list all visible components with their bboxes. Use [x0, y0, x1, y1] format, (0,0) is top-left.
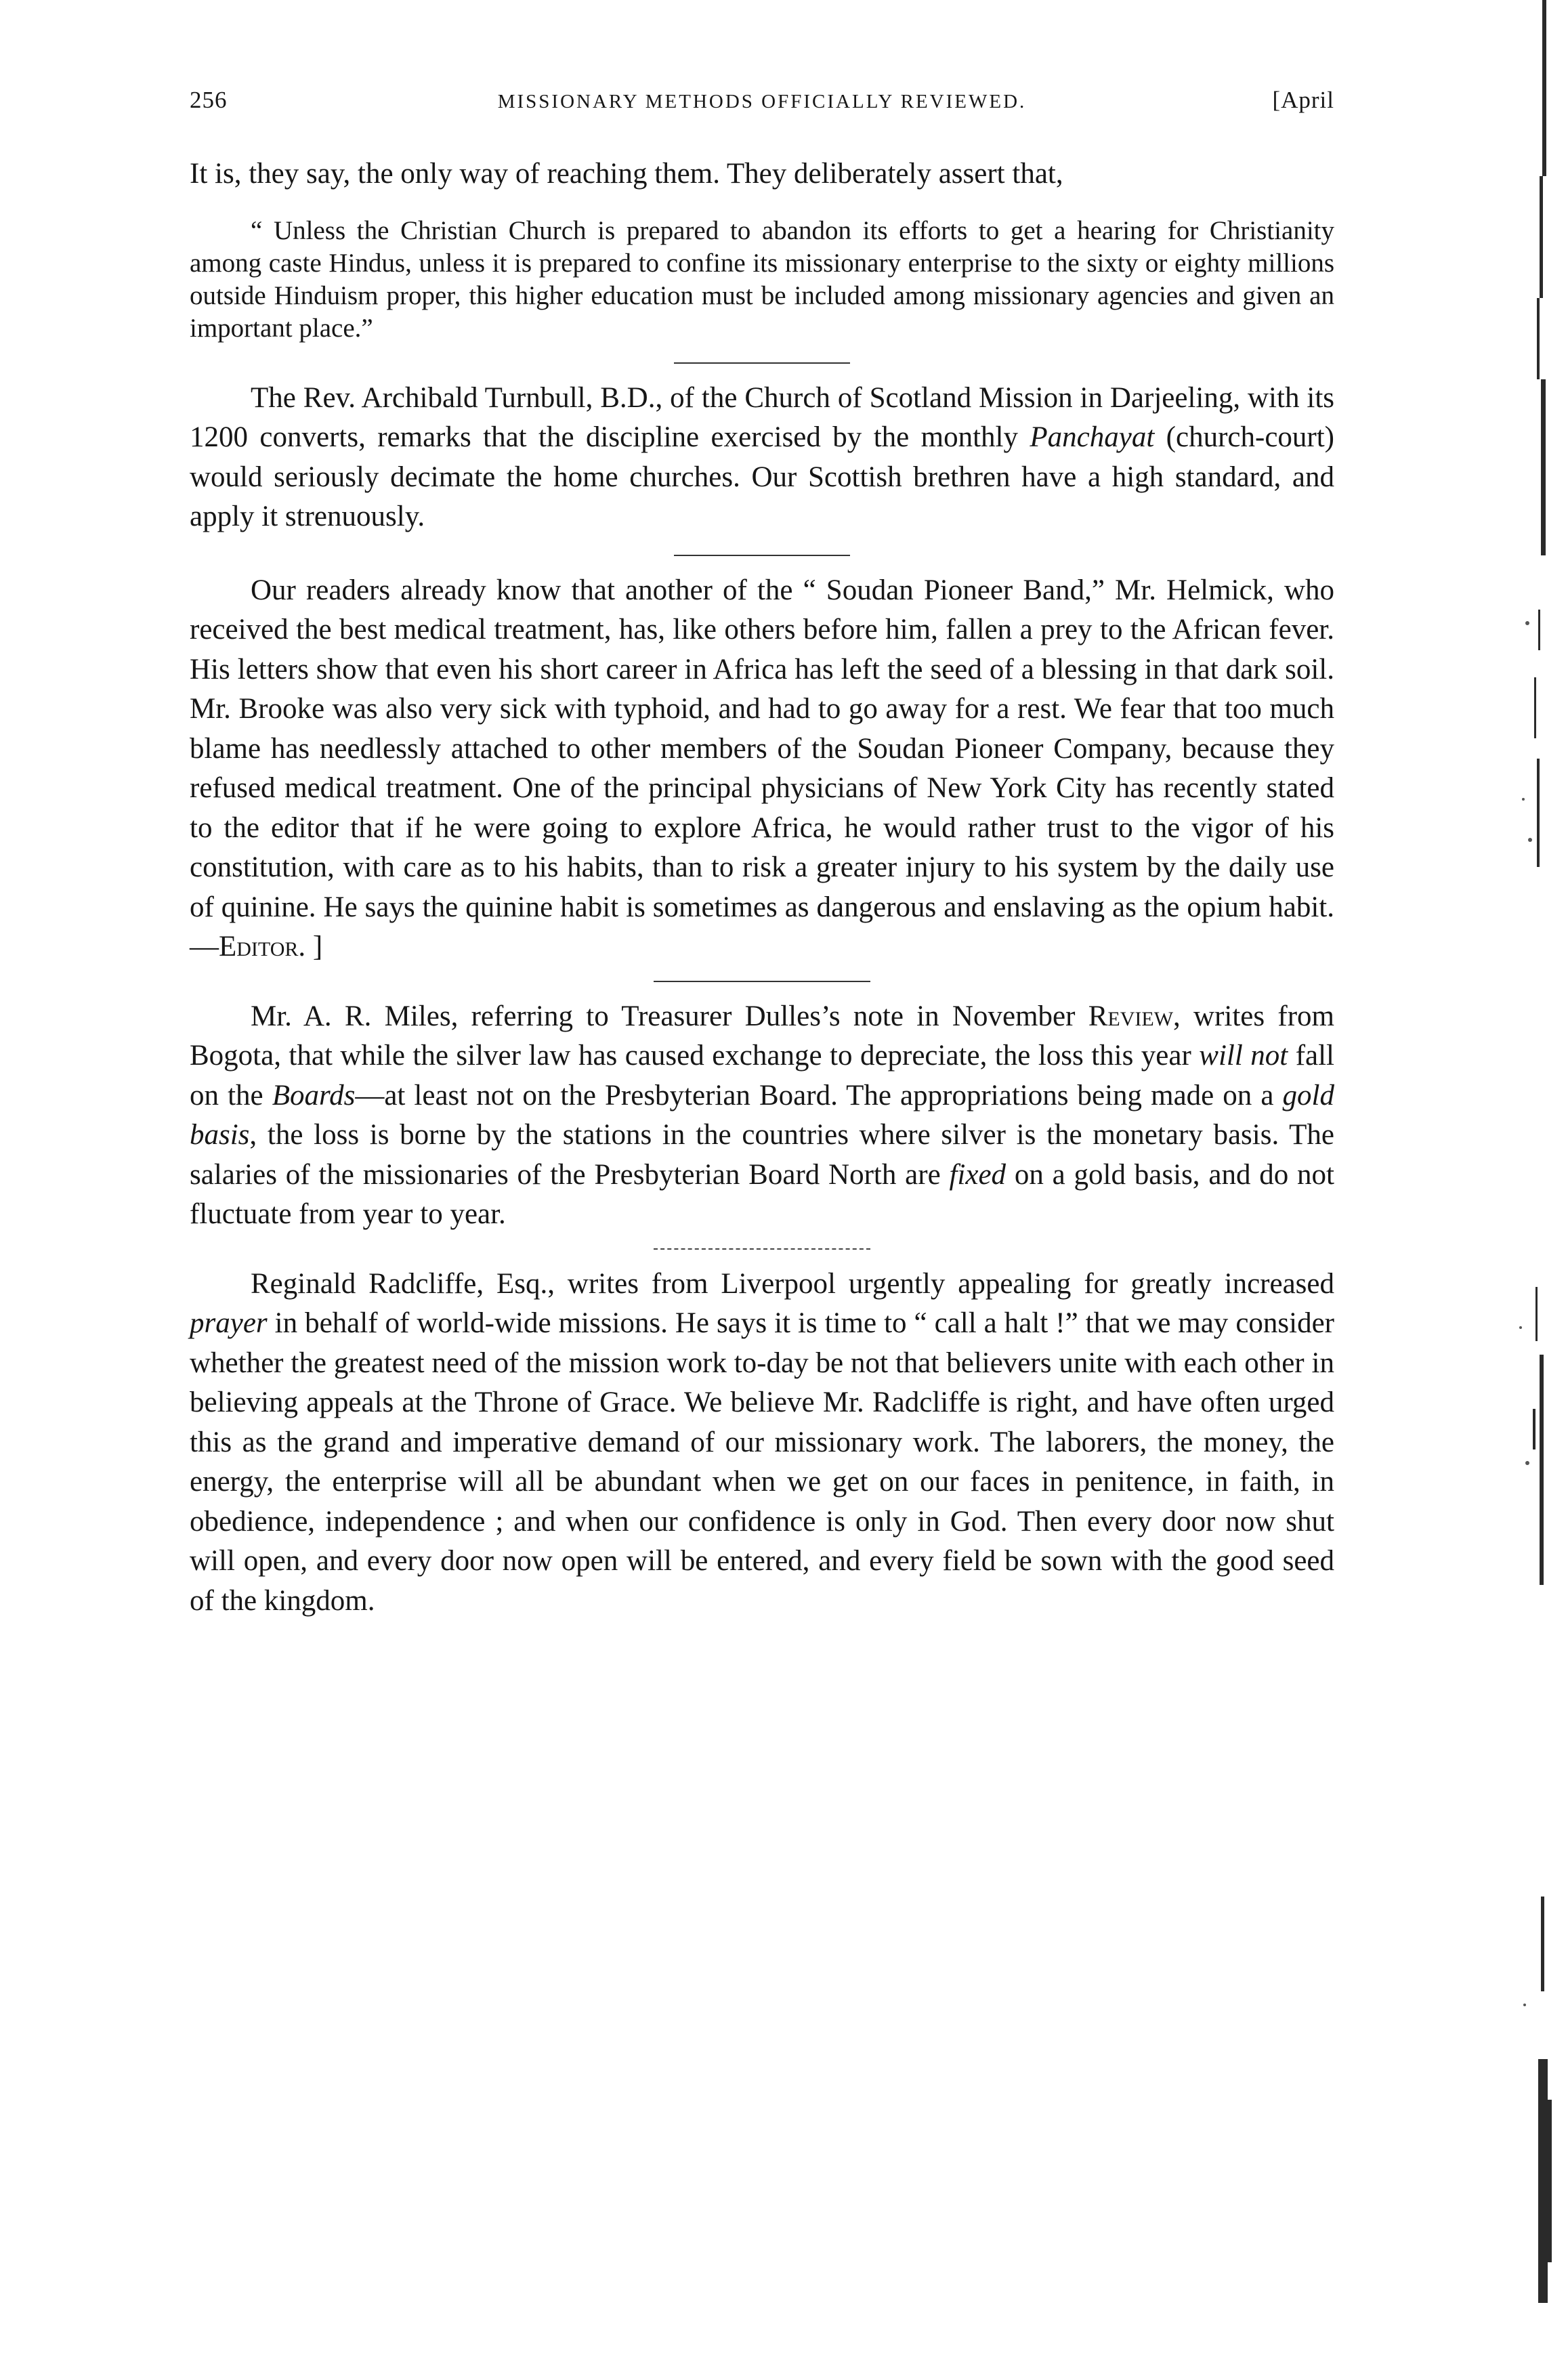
- emphasis-panchayat: Panchayat: [1030, 421, 1155, 453]
- paragraph-text: in behalf of world-wide missions. He says it is time to “ call a halt !” that we may consider whether the greatest need of the mission work to-day be not that believers unite with each other in believing appeals at the Throne of Grace. We believe Mr. Radcliffe is right, and have often urged this as the grand and imperative demand of our missionary work. The laborers, the money, the energy, the enterprise will all be abundant when we get on our faces in penitence, in faith, in obedience, independence ; and when our confidence is only in God. Then every door now shut will open, and every door now open will be entered, and every field be sown with the good seed of the kingdom.: [190, 1307, 1334, 1617]
- emphasis-prayer: prayer: [190, 1307, 268, 1339]
- document-page: [190, 0, 1334, 2372]
- review-smallcaps: Review: [1088, 1000, 1174, 1032]
- page-header: [190, 87, 1334, 127]
- paragraph-text: Our readers already know that another of the “ Soudan Pioneer Band,” Mr. Helmick, who received the best medical treatment, has, like others before him, fallen a prey to the African fever. His letters show that even his short career in Africa has left the seed of a blessing in that dark soil. Mr. Brooke was also very sick with typhoid, and had to go away for a rest. We fear that too much blame has needlessly attached to other members of the Soudan Pioneer Company, because they refused medical treatment. One of the principal physicians of New York City has recently stated to the editor that if he were going to explore Africa, he would rather trust to the vigor of his constitution, with care as to his habits, than to risk a greater injury to his system by the daily use of quinine. He says the quinine habit is sometimes as dangerous and enslaving as the opium habit.—: [190, 574, 1334, 962]
- emphasis-boards: Boards: [272, 1079, 356, 1111]
- closing-bracket: ]: [305, 931, 323, 962]
- paragraph-text: , the loss is borne by the stations in the countries where silver is the monetary basis. The salaries of the missionaries of the Presbyterian Board North are: [190, 1119, 1334, 1191]
- scan-edge-noise: [1480, 0, 1568, 2372]
- paragraph-text: , writes from Bogota, that while the silver law has caused exchange to depreciate, the loss this year: [190, 1000, 1334, 1072]
- paragraph-soudan-band: [190, 571, 1334, 967]
- page-number: 256: [190, 87, 228, 113]
- paragraph-text: fall on the: [190, 1040, 1334, 1111]
- paragraph-text: on a gold basis, and do not fluctuate from year to year.: [190, 1158, 1334, 1230]
- emphasis-will-not: will not: [1199, 1040, 1288, 1072]
- paragraph-turnbull: [190, 379, 1334, 537]
- section-divider: [654, 1248, 870, 1250]
- paragraph-text: —at least not on the Presbyterian Board. The appropriations being made on a: [355, 1079, 1283, 1111]
- paragraph-text: (church-court) would seriously decimate the home churches. Our Scottish brethren have a high standard, and apply it strenuously.: [190, 421, 1334, 532]
- header-month: [April: [1272, 87, 1334, 113]
- paragraph-miles: [190, 997, 1334, 1235]
- section-divider: [654, 981, 870, 982]
- editor-signature: Editor.: [219, 931, 306, 962]
- emphasis-fixed: fixed: [949, 1158, 1007, 1191]
- paragraph-intro: It is, they say, the only way of reaching them. They deliberately assert that,: [190, 158, 1063, 190]
- paragraph-text: Reginald Radcliffe, Esq., writes from Liverpool urgently appealing for greatly increased: [251, 1267, 1334, 1300]
- article-body: [190, 154, 1334, 1621]
- paragraph-text: The Rev. Archibald Turnbull, B.D., of the Church of Scotland Mission in Darjeeling, with its 1200 converts, remarks that the discipline exercised by the monthly: [190, 381, 1334, 453]
- section-divider: [674, 555, 850, 556]
- running-head: MISSIONARY METHODS OFFICIALLY REVIEWED.: [497, 91, 1027, 112]
- emphasis-gold-basis: gold basis: [190, 1079, 1334, 1151]
- block-quote: “ Unless the Christian Church is prepared to abandon its efforts to get a hearing for Christianity among caste Hindus, unless it is prepared to confine its missionary enterprise to the sixty or eighty millions outside Hinduism proper, this higher education must be included among missionary agencies and given an important place.”: [190, 215, 1334, 343]
- paragraph-radcliffe: [190, 1265, 1334, 1622]
- paragraph-text: Mr. A. R. Miles, referring to Treasurer Dulles’s note in November: [251, 1000, 1088, 1032]
- section-divider: [674, 362, 850, 364]
